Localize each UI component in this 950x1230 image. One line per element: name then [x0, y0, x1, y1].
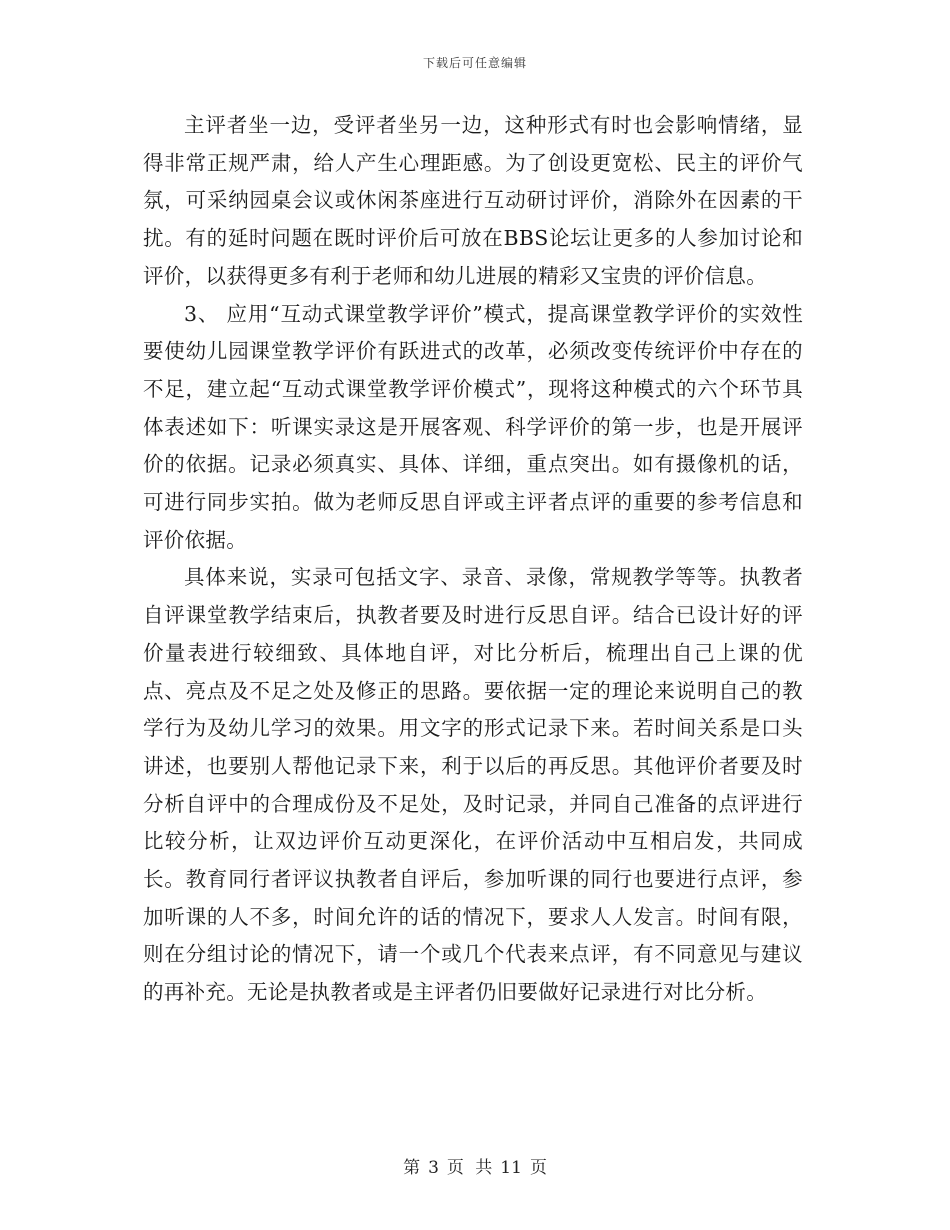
page-number: 3	[428, 1158, 439, 1178]
footer-middle: 页 共	[446, 1158, 493, 1178]
paragraph-3: 具体来说，实录可包括文字、录音、录像，常规教学等等。执教者自评课堂教学结束后，执教者要及时进行反思自评。结合已设计好的评价量表进行较细致、具体地自评，对比分析后，梳理出自己上课的优点、亮点及不足之处及修正的思路。要依据一定的理论来说明自己的教学行为及幼儿学习的效果。用文字的形式记录下来。若时间关系是口头讲述，也要别人帮他记录下来，利于以后的再反思。其他评价者要及时分析自评中的合理成份及不足处，及时记录，并同自己准备的点评进行比较分析，让双边评价互动更深化，在评价活动中互相启发，共同成长。教育同行者评议执教者自评后，参加听课的同行也要进行点评，参加听课的人不多，时间允许的话的情况下，要求人人发言。时间有限，则在分组讨论的情况下，请一个或几个代表来点评，有不同意见与建议的再补充。无论是执教者或是主评者仍旧要做好记录进行对比分析。	[143, 565, 803, 1005]
page-header: 下载后可任意编辑	[422, 56, 527, 70]
page-footer	[0, 1153, 950, 1178]
document-body	[143, 107, 803, 1012]
footer-prefix: 第	[403, 1158, 421, 1178]
footer-suffix: 页	[529, 1158, 547, 1178]
paragraph-1: 主评者坐一边，受评者坐另一边，这种形式有时也会影响情绪，显得非常正规严肃，给人产生心理距感。为了创设更宽松、民主的评价气氛，可采纳园桌会议或休闲茶座进行互动研讨评价，消除外在因素的干扰。有的延时问题在既时评价后可放在BBS论坛让更多的人参加讨论和评价，以获得更多有利于老师和幼儿进展的精彩又宝贵的评价信息。	[143, 113, 803, 288]
total-pages: 11	[500, 1158, 522, 1178]
paragraph-2: 3、 应用“互动式课堂教学评价”模式，提高课堂教学评价的实效性要使幼儿园课堂教学评价有跃进式的改革，必须改变传统评价中存在的不足，建立起“互动式课堂教学评价模式”，现将这种模式的六个环节具体表述如下：听课实录这是开展客观、科学评价的第一步，也是开展评价的依据。记录必须真实、具体、详细，重点突出。如有摄像机的话，可进行同步实拍。做为老师反思自评或主评者点评的重要的参考信息和评价依据。	[143, 301, 803, 552]
